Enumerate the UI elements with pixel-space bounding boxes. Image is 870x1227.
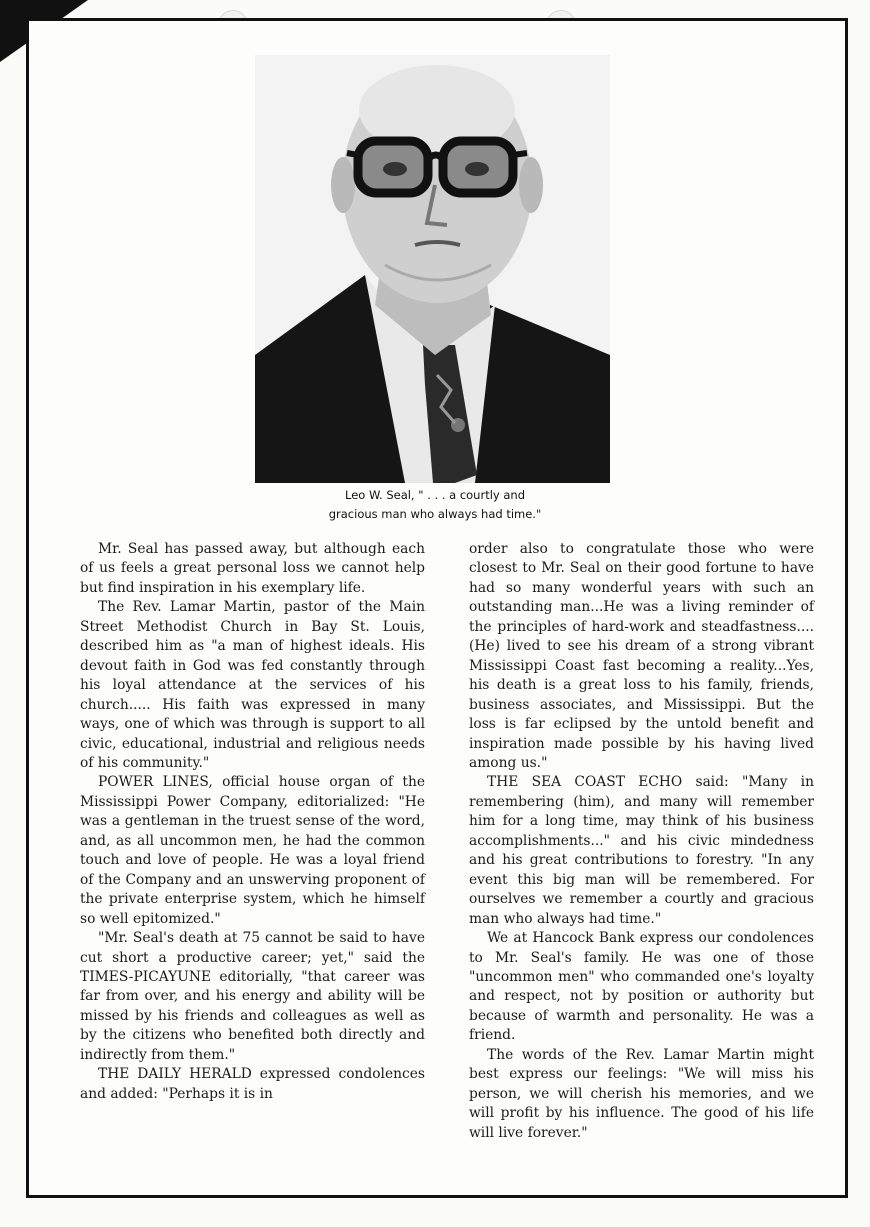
portrait-photo: [255, 55, 610, 483]
paragraph: The Rev. Lamar Martin, pastor of the Main Street Methodist Church in Bay St. Louis, described him as "a man of highest ideals. His devout faith in God was fed constantly through his loyal attendance at the services of his church..... His faith was expressed in many ways, one of which was through is support to all civic, educational, industrial and religious needs of his community.": [80, 599, 425, 771]
paragraph: POWER LINES, official house organ of the Mississippi Power Company, editorialized: "He was a gentleman in the truest sense of the word, and, as all uncommon men, he had the common touch and love of people. He was a loyal friend of the Company and an unswerving proponent of the private enterprise system, which he himself so well epitomized.": [80, 774, 425, 927]
paragraph: order also to congratulate those who were closest to Mr. Seal on their good fortune to have had so many wonderful years with such an outstanding man...He was a living reminder of the principles of hard-work and steadfastness....(He) lived to see his dream of a strong vibrant Mississippi Coast fast becoming a reality...Yes, his death is a great loss to his family, friends, business associates, and Mississippi. But the loss is far eclipsed by the untold benefit and inspiration made possible by his having lived among us.": [469, 541, 814, 771]
photo-caption: [230, 486, 640, 524]
paragraph: We at Hancock Bank express our condolences to Mr. Seal's family. He was one of those "uncommon men" who commanded one's loyalty and respect, not by position or authority but because of warmth and personality. He was a friend.: [469, 930, 814, 1044]
paragraph: THE SEA COAST ECHO said: "Many in remembering (him), and many will remember him for a long time, may think of his business accomplishments..." and his civic mindedness and his great contributions to forestry. "In any event this big man will be remembered. For ourselves we remember a courtly and gracious man who always had time.": [469, 774, 814, 927]
caption-line-2: gracious man who always had time.": [328, 507, 542, 521]
article-left-column: [80, 540, 425, 1104]
caption-line-1: Leo W. Seal, " . . . a courtly and: [344, 488, 526, 502]
article-right-column: [469, 540, 814, 1143]
portrait-illustration: [255, 55, 610, 483]
paragraph: "Mr. Seal's death at 75 cannot be said to have cut short a productive career; yet," said the TIMES-PICAYUNE editorially, "that career was far from over, and his energy and ability will be missed by his friends and colleagues as well as by the citizens who benefited both directly and indirectly from them.": [80, 930, 425, 1063]
paragraph: Mr. Seal has passed away, but although each of us feels a great personal loss we cannot help but find inspiration in his exemplary life.: [80, 541, 425, 596]
paragraph: The words of the Rev. Lamar Martin might best express our feelings: "We will miss his person, we will cherish his memories, and we will profit by his influence. The good of his life will live forever.": [469, 1046, 814, 1141]
paragraph: THE DAILY HERALD expressed condolences and added: "Perhaps it is in: [80, 1066, 425, 1102]
